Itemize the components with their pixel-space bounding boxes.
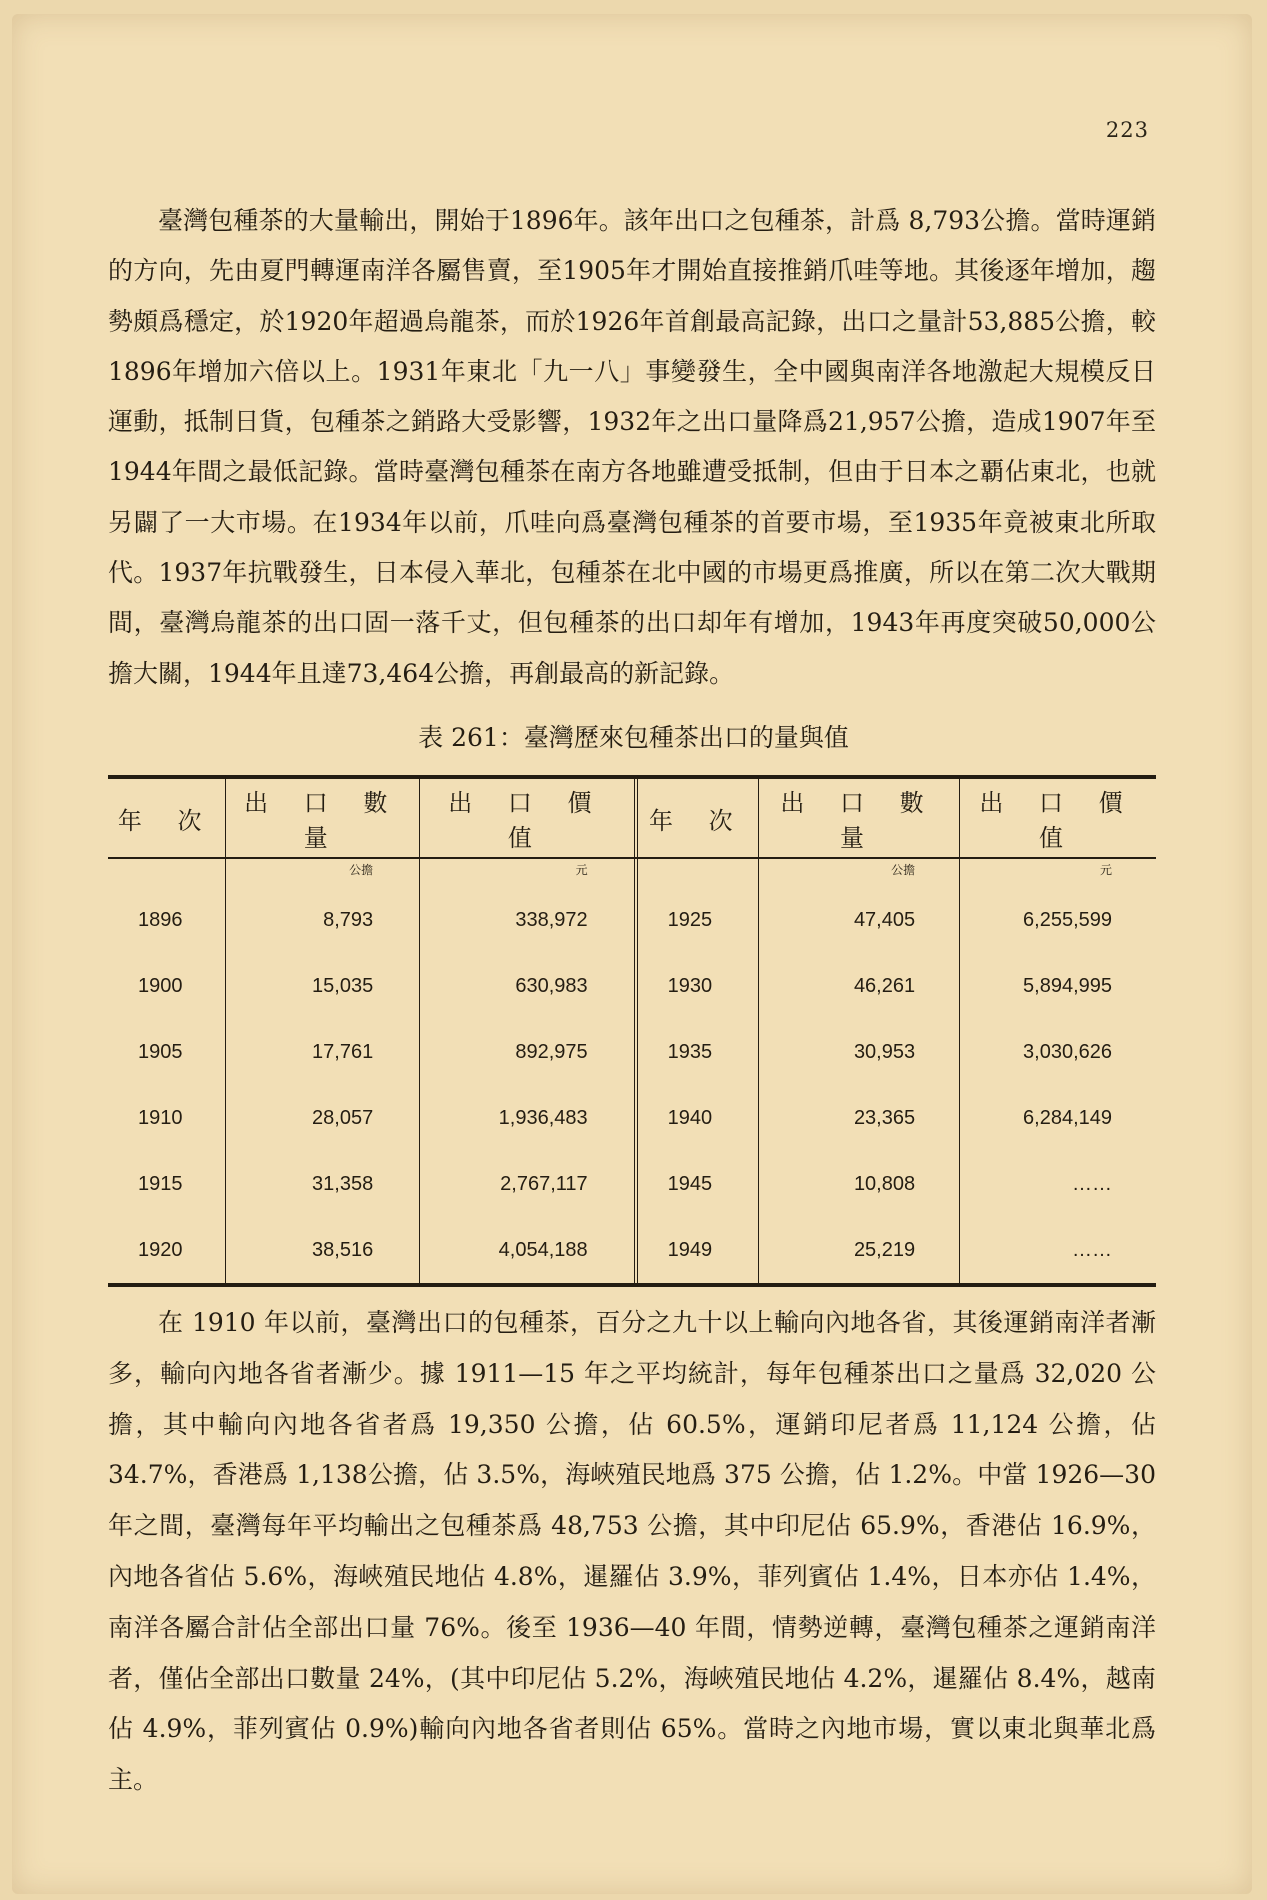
data-table-body <box>108 859 1156 1283</box>
cell-value: 630,983 <box>420 953 636 1019</box>
cell-year: 1935 <box>636 1019 759 1085</box>
cell-year: 1900 <box>138 974 183 997</box>
cell-quantity: 47,405 <box>758 881 959 953</box>
cell-value: …… <box>960 1217 1156 1283</box>
table-row <box>108 1151 1156 1217</box>
header-quantity-2: 出 口 數 量 <box>758 779 959 857</box>
export-table <box>108 775 1156 1287</box>
table-row <box>108 1019 1156 1085</box>
header-value-2: 出 口 價 值 <box>960 779 1156 857</box>
unit-quantity-2: 公擔 <box>758 859 959 881</box>
paragraph-1: 臺灣包種茶的大量輸出，開始于1896年。該年出口之包種茶，計爲 8,793公擔。當時運銷的方向，先由夏門轉運南洋各屬售賣，至1905年才開始直接推銷爪哇等地。其後逐年增加，趨勢頗爲穩定，於1920年超過烏龍茶，而於1926年首創最高記錄，出口之量計53,885公擔，較1896年增加六倍以上。1931年東北「九一八」事變發生，全中國與南洋各地激起大規模反日運動，抵制日貨，包種茶之銷路大受影響，1932年之出口量降爲21,957公擔，造成1907年至1944年間之最低記錄。當時臺灣包種茶在南方各地雖遭受抵制，但由于日本之覇佔東北，也就另闢了一大市場。在1934年以前，爪哇向爲臺灣包種茶的首要市場，至1935年竟被東北所取代。1937年抗戰發生，日本侵入華北，包種茶在北中國的市場更爲推廣，所以在第二次大戰期間，臺灣烏龍茶的出口固一落千丈，但包種茶的出口却年有增加，1943年再度突破50,000公擔大關，1944年且達73,464公擔，再創最高的新記錄。 <box>108 206 1156 688</box>
header-year-1: 年 次 <box>117 806 216 835</box>
cell-year: 1940 <box>636 1085 759 1151</box>
cell-quantity: 23,365 <box>758 1085 959 1151</box>
cell-quantity: 30,953 <box>758 1019 959 1085</box>
cell-value: …… <box>960 1151 1156 1217</box>
table-row <box>108 881 1156 953</box>
cell-year: 1930 <box>636 953 759 1019</box>
units-row <box>108 859 1156 881</box>
cell-value: 6,255,599 <box>960 881 1156 953</box>
cell-value: 2,767,117 <box>420 1151 636 1217</box>
cell-quantity: 25,219 <box>758 1217 959 1283</box>
paragraph-2: 在 1910 年以前，臺灣出口的包種茶，百分之九十以上輸向內地各省，其後運銷南洋者漸多，輸向內地各省者漸少。據 1911—15 年之平均統計，每年包種茶出口之量爲 32,020 公擔，其中輸向內地各省者爲 19,350 公擔，佔 60.5%，運銷印尼者爲 11,124 公擔，佔 34.7%，香港爲 1,138公擔，佔 3.5%，海峽殖民地爲 375 公擔，佔 1.2%。中當 1926—30 年之間，臺灣每年平均輸出之包種茶爲 48,753 公擔，其中印尼佔 65.9%，香港佔 16.9%，內地各省佔 5.6%，海峽殖民地佔 4.8%，暹羅佔 3.9%，菲列賓佔 1.4%，日本亦佔 1.4%，南洋各屬合計佔全部出口量 76%。後至 1936—40 年間，情勢逆轉，臺灣包種茶之運銷南洋者，僅佔全部出口數量 24%，(其中印尼佔 5.2%，海峽殖民地佔 4.2%，暹羅佔 8.4%，越南佔 4.9%，菲列賓佔 0.9%)輸向內地各省者則佔 65%。當時之內地市場，實以東北與華北爲主。 <box>108 1308 1156 1795</box>
cell-value: 4,054,188 <box>420 1217 636 1283</box>
table-row <box>108 953 1156 1019</box>
table-title: 表 261：臺灣歷來包種茶出口的量與值 <box>418 723 849 752</box>
cell-value: 5,894,995 <box>960 953 1156 1019</box>
page-number: 223 <box>1105 118 1149 142</box>
cell-quantity: 8,793 <box>226 881 420 953</box>
unit-value-1: 元 <box>420 859 636 881</box>
cell-quantity: 15,035 <box>226 953 420 1019</box>
table-row <box>108 1217 1156 1283</box>
cell-value: 6,284,149 <box>960 1085 1156 1151</box>
cell-value: 1,936,483 <box>420 1085 636 1151</box>
cell-quantity: 28,057 <box>226 1085 420 1151</box>
header-year-2: 年 次 <box>636 779 759 857</box>
header-value-1: 出 口 價 值 <box>420 779 636 857</box>
table-header-row <box>108 779 1156 857</box>
header-quantity-1: 出 口 數 量 <box>226 779 420 857</box>
cell-year: 1945 <box>636 1151 759 1217</box>
table-row <box>108 1085 1156 1151</box>
cell-quantity: 10,808 <box>758 1151 959 1217</box>
cell-value: 892,975 <box>420 1019 636 1085</box>
cell-quantity: 46,261 <box>758 953 959 1019</box>
cell-year: 1949 <box>636 1217 759 1283</box>
unit-value-2: 元 <box>960 859 1156 881</box>
cell-value: 338,972 <box>420 881 636 953</box>
cell-quantity: 31,358 <box>226 1151 420 1217</box>
cell-year: 1925 <box>636 881 759 953</box>
unit-quantity-1: 公擔 <box>226 859 420 881</box>
cell-year: 1910 <box>138 1106 183 1129</box>
cell-year: 1920 <box>138 1238 183 1261</box>
cell-year: 1905 <box>138 1040 183 1063</box>
data-table <box>108 779 1156 857</box>
cell-value: 3,030,626 <box>960 1019 1156 1085</box>
cell-year: 1896 <box>138 908 183 931</box>
cell-year: 1915 <box>138 1172 183 1195</box>
cell-quantity: 38,516 <box>226 1217 420 1283</box>
cell-quantity: 17,761 <box>226 1019 420 1085</box>
table-bottom-rule <box>108 1283 1156 1287</box>
